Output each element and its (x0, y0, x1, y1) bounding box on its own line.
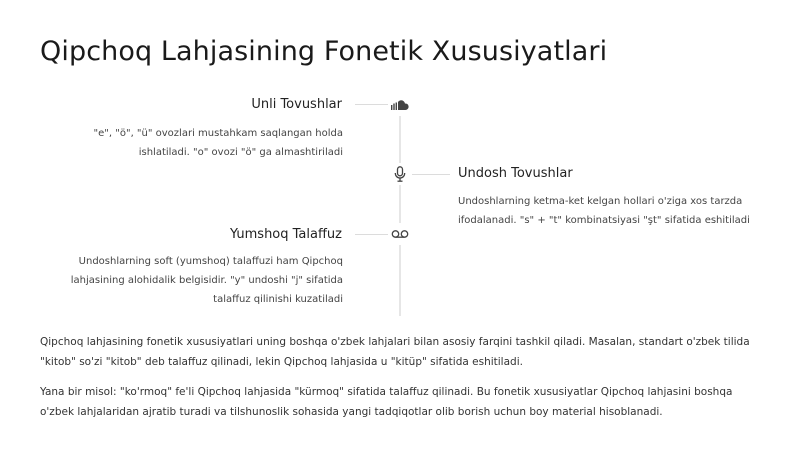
timeline-connector (355, 104, 388, 105)
timeline-item-description: Undoshlarning ketma-ket kelgan hollari o'ziga xos tarzda ifodalanadi. "s" + "t" kombinatsiyasi "şt" sifatida eshitiladi (458, 196, 750, 226)
timeline-line (399, 100, 401, 316)
body-paragraph: Qipchoq lahjasining fonetik xususiyatlari uning boshqa o'zbek lahjalari bilan asosiy farqini tashkil qiladi. Masalan, standart o'zbek tilida "kitob" so'zi "kitob" deb talaffuz qilinadi, lekin Qipchoq lahjasida u "kitüp" sifatida eshitiladi. (40, 336, 750, 368)
timeline-item-title: Undosh Tovushlar (458, 166, 573, 181)
timeline-item-title: Yumshoq Talaffuz (229, 227, 342, 242)
body-paragraph: Yana bir misol: "ko'rmoq" fe'li Qipchoq lahjasida "kürmoq" sifatida talaffuz qilinadi. Bu fonetik xususiyatlar Qipchoq lahjasini boshqa o'zbek lahjalaridan ajratib turadi va tilshunoslik sohasida yangi tadqiqotlar olib borish uchun boy material hisoblanadi. (40, 386, 733, 418)
timeline-node (389, 223, 411, 245)
voicemail-icon (391, 229, 409, 239)
timeline-node (389, 163, 411, 185)
timeline-connector (355, 234, 388, 235)
timeline-connector (412, 174, 450, 175)
timeline-node (389, 94, 411, 116)
page-title: Qipchoq Lahjasining Fonetik Xususiyatlari (40, 36, 608, 67)
timeline-item-title: Unli Tovushlar (251, 97, 342, 112)
soundcloud-icon (391, 99, 409, 111)
timeline-item-description: Undoshlarning soft (yumshoq) talaffuzi ham Qipchoq lahjasining alohidalik belgisidir. "y" undoshi "j" sifatida talaffuz qilinishi kuzatiladi (70, 256, 343, 305)
microphone-icon (394, 166, 406, 182)
timeline-item-description: "e", "ö", "ü" ovozlari mustahkam saqlangan holda ishlatiladi. "o" ovozi "ö" ga almashtiriladi (93, 128, 343, 158)
